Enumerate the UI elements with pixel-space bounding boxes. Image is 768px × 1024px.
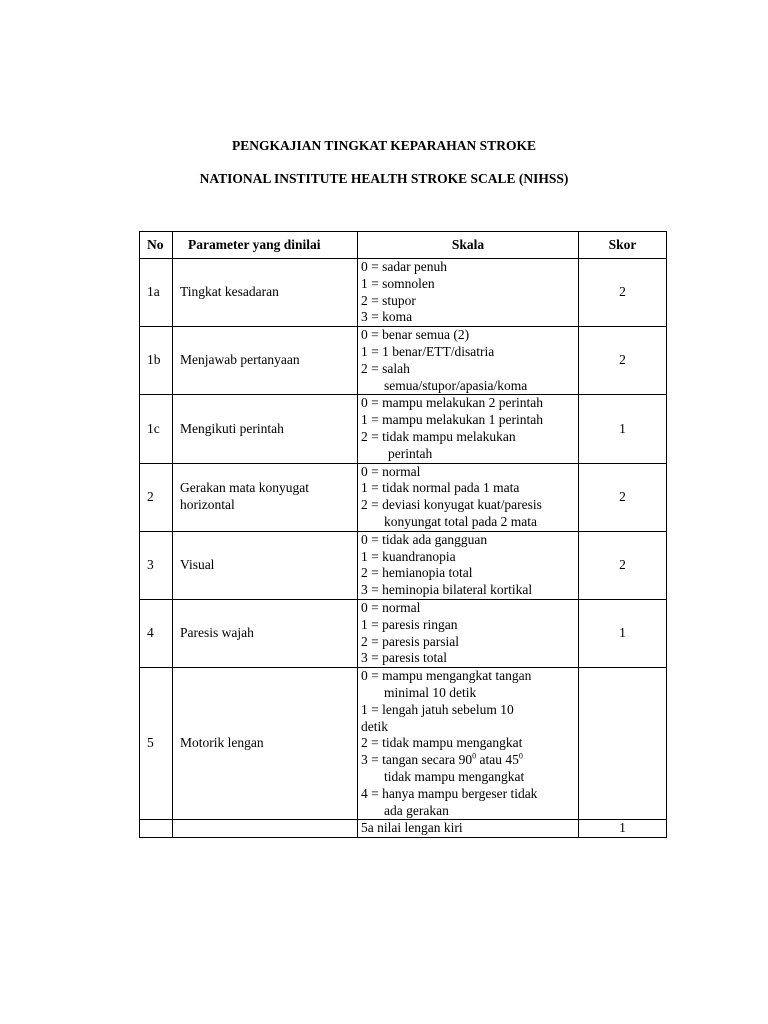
skala-line: 1 = paresis ringan [361,616,458,632]
row-skala [358,820,579,838]
skala-line: 1 = kuandranopia [361,548,456,564]
row-parameter: Mengikuti perintah [173,395,358,463]
degree-superscript: 0 [518,751,523,761]
table-row [140,463,667,531]
skala-line: 5a nilai lengan kiri [361,820,463,836]
row-parameter: Motorik lengan [173,668,358,820]
header-skala: Skala [358,232,579,259]
row-skor: 2 [579,531,667,599]
row-no: 2 [140,463,173,531]
row-parameter: Gerakan mata konyugat horizontal [173,463,358,531]
skala-line: 3 = paresis total [361,650,447,666]
skala-line: 0 = normal [361,463,421,479]
row-skala [358,259,579,327]
skala-line: semua/stupor/apasia/koma [384,377,528,393]
skala-text: 3 = tangan secara 90 [361,752,473,768]
skala-line: 1 = 1 benar/ETT/disatria [361,343,495,359]
skala-line: ada gerakan [384,802,449,818]
table-row [140,395,667,463]
row-skala [358,599,579,667]
skala-line: 0 = benar semua (2) [361,327,470,343]
row-skor [579,668,667,820]
skala-line: 2 = stupor [361,292,416,308]
skala-line [361,752,578,769]
row-no: 3 [140,531,173,599]
nihss-table [139,231,667,838]
row-skala [358,395,579,463]
row-parameter: Tingkat kesadaran [173,259,358,327]
row-skala [358,531,579,599]
table-row [140,820,667,838]
row-skor: 1 [579,395,667,463]
header-parameter: Parameter yang dinilai [173,232,358,259]
skala-line: 1 = lengah jatuh sebelum 10 [361,701,514,717]
row-skor: 2 [579,327,667,395]
skala-line: 2 = deviasi konyugat kuat/paresis [361,497,542,513]
table-row [140,668,667,820]
skala-line: 1 = somnolen [361,275,435,291]
row-no: 1c [140,395,173,463]
skala-line: 2 = salah [361,360,410,376]
row-parameter: Menjawab pertanyaan [173,327,358,395]
row-skala [358,327,579,395]
header-no: No [140,232,173,259]
skala-line: 2 = tidak mampu melakukan [361,428,516,444]
skala-line: 0 = mampu mengangkat tangan [361,668,532,684]
skala-line: 3 = koma [361,309,413,325]
document-subtitle: NATIONAL INSTITUTE HEALTH STROKE SCALE (NIHSS) [199,171,569,186]
skala-line: 2 = hemianopia total [361,565,473,581]
row-no [140,820,173,838]
row-no: 4 [140,599,173,667]
table-row [140,259,667,327]
row-parameter: Paresis wajah [173,599,358,667]
row-skala [358,668,579,820]
row-no: 1b [140,327,173,395]
skala-line: minimal 10 detik [384,684,477,700]
table-row [140,531,667,599]
skala-line: 4 = hanya mampu bergeser tidak [361,785,538,801]
table-row [140,327,667,395]
row-no: 1a [140,259,173,327]
skala-line: 0 = sadar penuh [361,259,447,274]
skala-text: atau 45 [476,752,519,768]
table-header-row [140,232,667,259]
row-parameter: Visual [173,531,358,599]
row-no: 5 [140,668,173,820]
row-skor: 1 [579,599,667,667]
row-skor: 2 [579,463,667,531]
degree-superscript: 0 [472,751,477,761]
skala-line: tidak mampu mengangkat [384,768,525,784]
header-skor: Skor [579,232,667,259]
skala-line: 0 = mampu melakukan 2 perintah [361,395,543,411]
row-skala [358,463,579,531]
skala-line: 2 = tidak mampu mengangkat [361,735,523,751]
skala-line: 1 = tidak normal pada 1 mata [361,480,520,496]
row-parameter [173,820,358,838]
skala-line: 0 = normal [361,599,421,615]
skala-line: perintah [388,445,433,461]
table-row [140,599,667,667]
skala-line: 3 = heminopia bilateral kortikal [361,582,533,598]
row-skor: 2 [579,259,667,327]
skala-line: 1 = mampu melakukan 1 perintah [361,412,543,428]
skala-line: 2 = paresis parsial [361,633,459,649]
document-title: PENGKAJIAN TINGKAT KEPARAHAN STROKE [232,138,536,153]
skala-line: konyungat total pada 2 mata [384,513,537,529]
row-skor: 1 [579,820,667,838]
skala-line: detik [361,718,388,734]
skala-line: 0 = tidak ada gangguan [361,531,488,547]
